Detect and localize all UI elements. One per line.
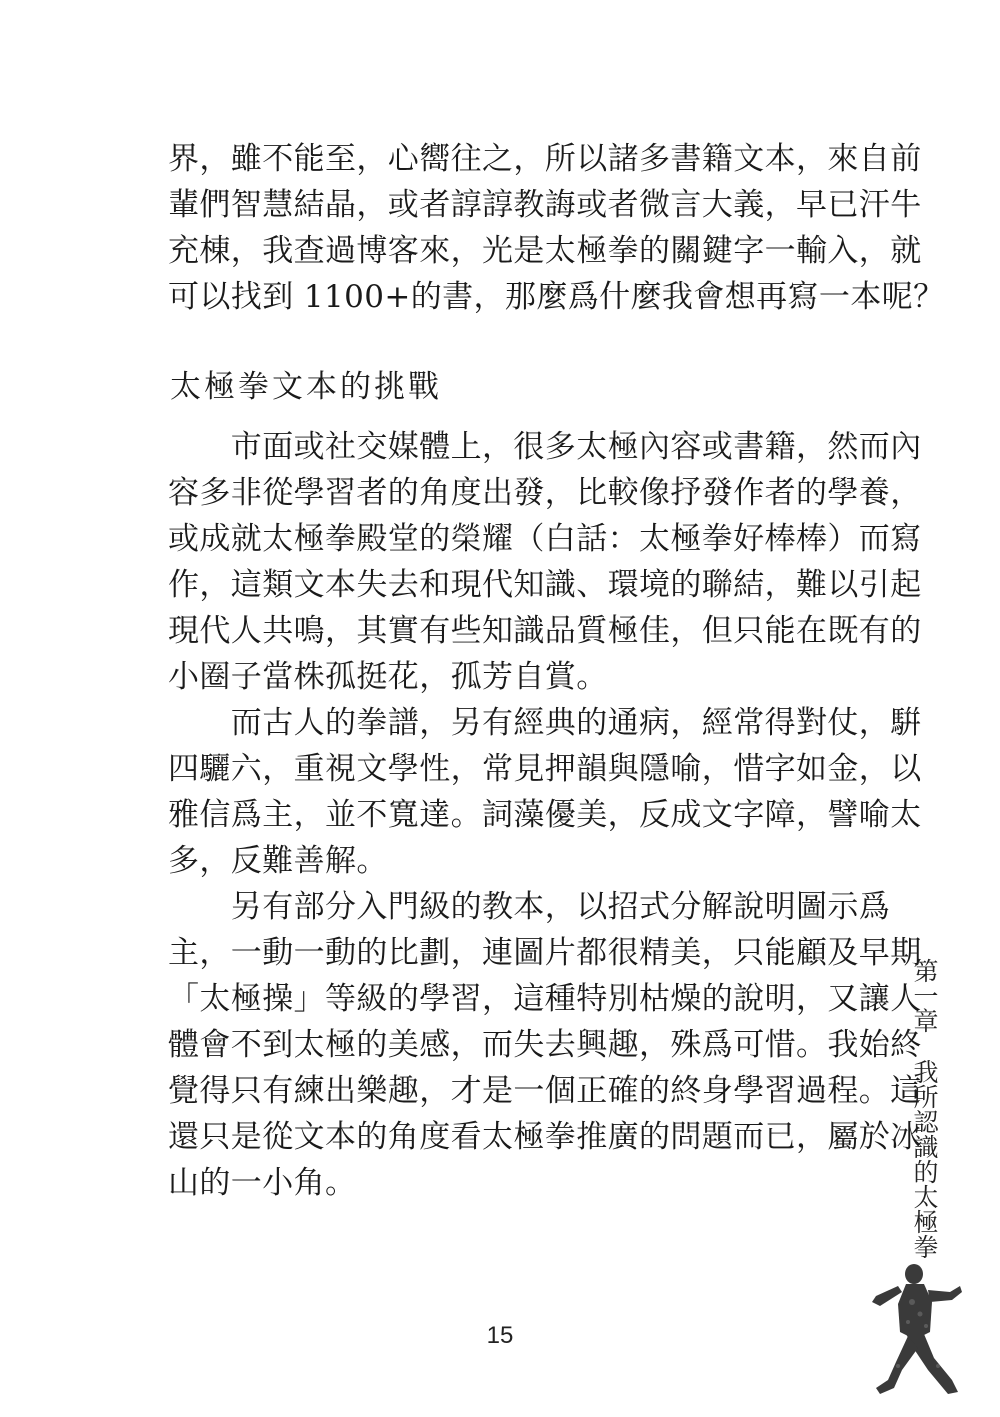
text-line: 主，一動一動的比劃，連圖片都很精美，只能顧及早期: [168, 935, 922, 971]
text-line: 作，這類文本失去和現代知識、環境的聯結，難以引起: [168, 567, 922, 603]
intro-paragraph: [168, 136, 945, 320]
text-line: 另有部分入門級的教本，以招式分解說明圖示爲: [168, 889, 891, 925]
section-heading: 太極拳文本的挑戰: [170, 369, 442, 405]
text-line: 充棟，我查過博客來，光是太極拳的關鍵字一輸入，就: [168, 233, 922, 269]
text-line: 市面或社交媒體上，很多太極內容或書籍，然而內: [168, 429, 922, 465]
text-line: 「太極操」等級的學習，這種特別枯燥的說明，又讓人: [168, 981, 922, 1017]
text-line: 或成就太極拳殿堂的榮耀（白話：太極拳好棒棒）而寫: [168, 521, 922, 557]
text-line: 還只是從文本的角度看太極拳推廣的問題而已，屬於冰: [168, 1119, 922, 1155]
text-line: 界，雖不能至，心嚮往之，所以諸多書籍文本，來自前: [168, 141, 922, 177]
text-line: 體會不到太極的美感，而失去興趣，殊爲可惜。我始終: [168, 1027, 922, 1063]
text-line: 雅信爲主，並不寬達。詞藻優美，反成文字障，譬喻太: [168, 797, 922, 833]
chapter-side-label: [893, 958, 939, 1259]
text-line: 覺得只有練出樂趣，才是一個正確的終身學習過程。這: [168, 1073, 922, 1109]
text-line: 輩們智慧結晶，或者諄諄教誨或者微言大義，早已汗牛: [168, 187, 922, 223]
text-line: 現代人共鳴，其實有些知識品質極佳，但只能在既有的: [168, 613, 922, 649]
text-line: 而古人的拳譜，另有經典的通病，經常得對仗，騈: [168, 705, 922, 741]
text-line: 多，反難善解。: [168, 843, 388, 879]
chapter-title: 我所認識的太極拳: [910, 1059, 939, 1259]
text-line: 可以找到 1100+的書，那麼爲什麼我會想再寫一本呢？: [168, 279, 945, 315]
text-line: 小圈子當株孤挺花，孤芳自賞。: [168, 659, 608, 695]
page-number: 15: [486, 1322, 514, 1349]
tai-chi-figure-icon: [868, 1262, 964, 1402]
main-body-text: [168, 424, 922, 1206]
chapter-number: 第一章: [910, 958, 939, 1033]
text-line: 山的一小角。: [168, 1165, 357, 1201]
text-line: 容多非從學習者的角度出發，比較像抒發作者的學養，: [168, 475, 922, 511]
text-line: 四驪六，重視文學性，常見押韻與隱喻，惜字如金，以: [168, 751, 922, 787]
